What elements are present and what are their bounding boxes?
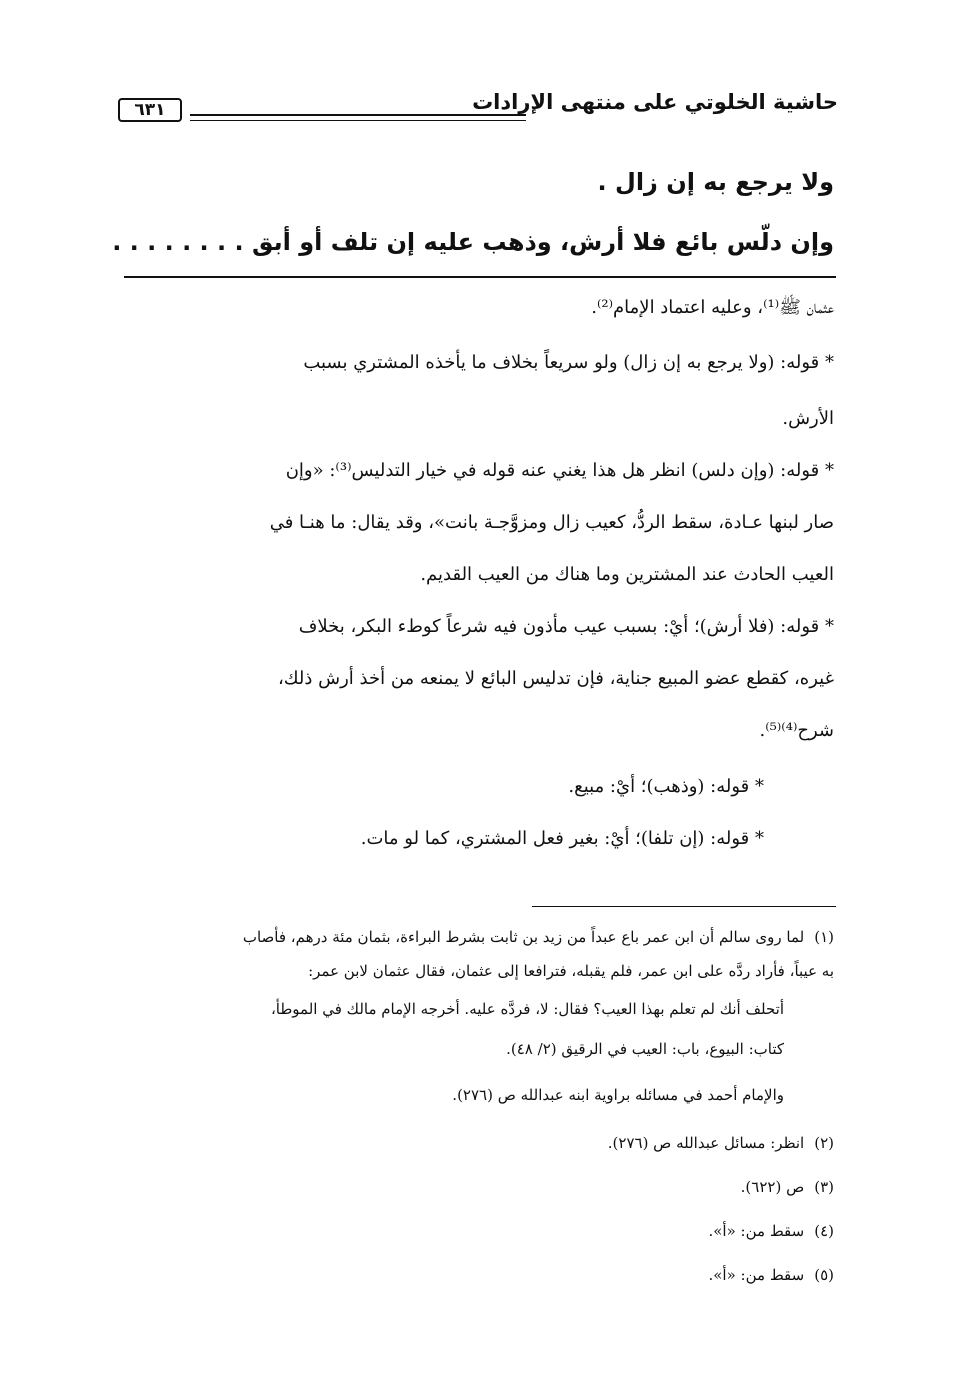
footnote-line xyxy=(308,962,834,980)
footnote-line xyxy=(506,1040,784,1058)
footnote-line xyxy=(708,1266,834,1284)
footnote-line xyxy=(608,1134,834,1152)
footnote-number: (٤) xyxy=(814,1222,834,1240)
footnote-text: سقط من: «أ». xyxy=(708,1266,805,1284)
page-number: ٦٣١ xyxy=(118,98,182,122)
commentary-line: * قوله: (إن تلفا)؛ أيْ: بغير فعل المشتري، كما لو مات. xyxy=(360,828,764,849)
footnote-line xyxy=(271,1000,784,1018)
commentary-line: غيره، كقطع عضو المبيع جناية، فإن تدليس البائع لا يمنعه من أخذ أرش ذلك، xyxy=(277,668,834,689)
commentary-line: * قوله: (وإن دلس) انظر هل هذا يغني عنه قوله في خيار التدليس⁽³⁾: «وإن xyxy=(285,460,834,481)
page-header xyxy=(118,88,838,128)
footnote-number: (٢) xyxy=(814,1134,834,1152)
footnote-line xyxy=(243,928,834,946)
commentary-line: العيب الحادث عند المشترين وما هناك من العيب القديم. xyxy=(420,564,834,585)
matn-line-2: وإن دلّس بائع فلا أرش، وذهب عليه إن تلف أو أبق . . . . . . . . xyxy=(112,228,834,256)
commentary-line: * قوله: (وذهب)؛ أيْ: مبيع. xyxy=(568,776,764,797)
matn-separator-rule xyxy=(124,276,836,278)
header-rule xyxy=(190,114,526,121)
running-title: حاشية الخلوتي على منتهى الإرادات xyxy=(472,90,838,114)
commentary-line: * قوله: (فلا أرش)؛ أيْ: بسبب عيب مأذون فيه شرعاً كوطء البكر، بخلاف xyxy=(298,616,834,637)
footnote-line xyxy=(452,1086,784,1104)
footnote-text: والإمام أحمد في مسائله براوية ابنه عبدالله ص (٢٧٦). xyxy=(452,1086,784,1104)
commentary-line: الأرش. xyxy=(782,408,834,429)
commentary-line: صار لبنها عـادة، سقط الردُّ، كعيب زال ومزوَّجـة بانت»، وقد يقال: ما هنـا في xyxy=(269,512,834,533)
footnote-text: انظر: مسائل عبدالله ص (٢٧٦). xyxy=(607,1134,805,1152)
footnote-text: كتاب: البيوع، باب: العيب في الرقيق (٢/ ٤٨). xyxy=(506,1040,784,1058)
footnote-number: (٣) xyxy=(814,1178,834,1196)
footnote-line xyxy=(741,1178,834,1196)
footnote-separator xyxy=(532,906,836,907)
footnote-text: أتحلف أنك لم تعلم بهذا العيب؟ فقال: لا، فردَّه عليه. أخرجه الإمام مالك في الموطأ، xyxy=(270,1000,784,1018)
matn-line-1: ولا يرجع به إن زال . xyxy=(597,168,834,196)
commentary-line: عثمان ﷺ⁽¹⁾، وعليه اعتماد الإمام⁽²⁾. xyxy=(591,297,834,318)
footnote-text: به عيباً، فأراد ردَّه على ابن عمر، فلم يقبله، فترافعا إلى عثمان، فقال عثمان لابن عمر: xyxy=(308,962,834,980)
footnote-number: (١) xyxy=(814,928,834,946)
footnote-text: ص (٦٢٢). xyxy=(740,1178,805,1196)
commentary-line: شرح⁽⁴⁾⁽⁵⁾. xyxy=(759,720,834,741)
commentary-line: * قوله: (ولا يرجع به إن زال) ولو سريعاً بخلاف ما يأخذه المشتري بسبب xyxy=(303,352,834,373)
footnote-line xyxy=(708,1222,834,1240)
footnote-text: سقط من: «أ». xyxy=(708,1222,805,1240)
footnote-number: (٥) xyxy=(814,1266,834,1284)
footnote-text: لما روى سالم أن ابن عمر باع عبداً من زيد بن ثابت بشرط البراءة، بثمان مئة درهم، فأصاب xyxy=(242,928,805,946)
